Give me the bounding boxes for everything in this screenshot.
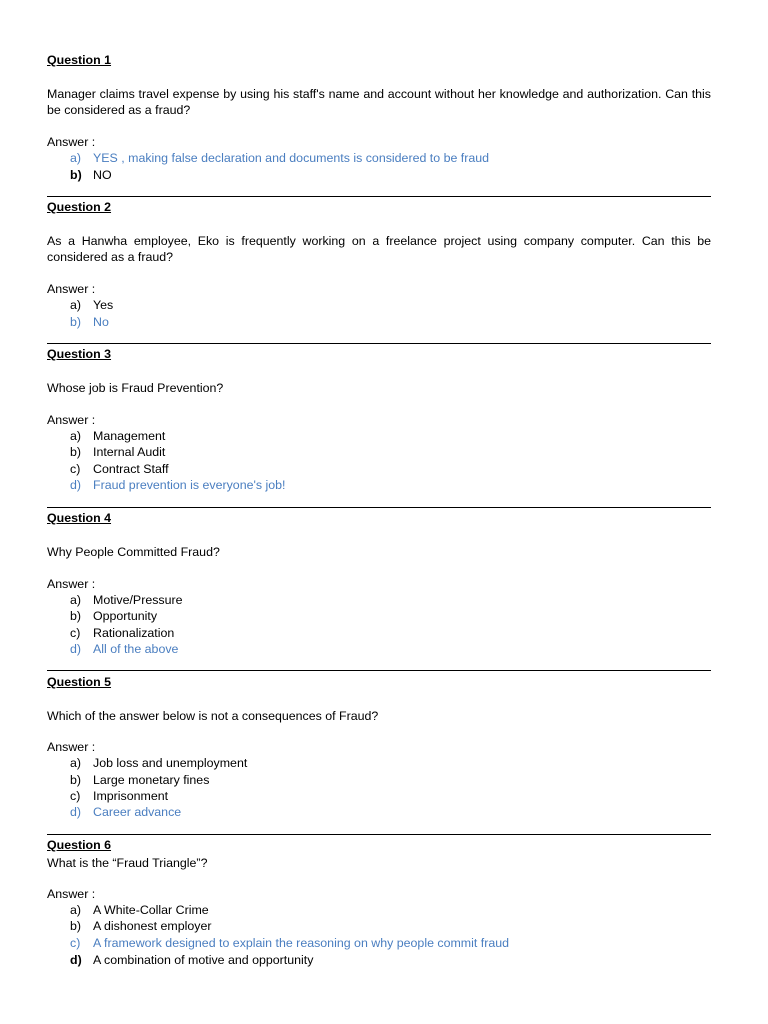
question-1-answer-label: Answer : [47,135,96,149]
option-text: Job loss and unemployment [93,756,248,770]
question-5-option-c [70,789,168,803]
option-letter: d) [70,953,82,967]
option-letter: a) [70,429,82,443]
question-2-text: As a Hanwha employee, Eko is frequently working on a freelance project using company computer. Can this be considered as a fraud? [47,234,711,264]
question-6-text: What is the “Fraud Triangle”? [47,856,208,870]
option-text: A White-Collar Crime [93,903,209,917]
question-2-option-a [70,298,113,312]
question-5-text: Which of the answer below is not a consequences of Fraud? [47,709,379,723]
question-5-option-b [70,773,209,787]
option-text: Motive/Pressure [93,593,183,607]
option-letter: b) [70,773,82,787]
question-4-option-d [70,642,178,656]
option-letter: d) [70,478,82,492]
option-letter: d) [70,805,82,819]
option-letter: a) [70,298,82,312]
option-letter: a) [70,593,82,607]
separator-line [47,196,711,197]
option-text: A combination of motive and opportunity [93,953,314,967]
option-letter: d) [70,642,82,656]
question-1-option-b [70,168,112,182]
question-5-option-d [70,805,181,819]
option-letter: a) [70,903,82,917]
option-letter: b) [70,445,82,459]
question-6-option-a [70,903,209,917]
question-6-title: Question 6 [47,838,112,852]
question-4-title: Question 4 [47,511,112,525]
question-3-option-d [70,478,285,492]
option-text: Career advance [93,805,182,819]
option-text: YES , making false declaration and documents is considered to be fraud [93,151,490,165]
question-3-option-a [70,429,165,443]
question-3-option-c [70,462,169,476]
option-text: Rationalization [93,626,175,640]
option-text: All of the above [93,642,179,656]
option-text: No [93,315,109,329]
question-6-answer-label: Answer : [47,887,96,901]
question-2-answer-label: Answer : [47,282,96,296]
option-text: Fraud prevention is everyone's job! [93,478,286,492]
question-1-title: Question 1 [47,53,112,67]
question-4-option-b [70,609,157,623]
option-text: Contract Staff [93,462,169,476]
question-3-title: Question 3 [47,347,112,361]
question-3-answer-label: Answer : [47,413,96,427]
question-5-title: Question 5 [47,675,112,689]
option-text: A dishonest employer [93,919,212,933]
option-letter: c) [70,936,81,950]
question-5-option-a [70,756,247,770]
option-text: Opportunity [93,609,158,623]
option-text: A framework designed to explain the reasoning on why people commit fraud [93,936,510,950]
separator-line [47,343,711,344]
option-text: Yes [93,298,114,312]
question-1-option-a [70,151,489,165]
question-2-option-b [70,315,109,329]
question-6-option-d [70,953,313,967]
option-letter: b) [70,168,82,182]
question-4-option-a [70,593,183,607]
question-4-text: Why People Committed Fraud? [47,545,220,559]
question-4-option-c [70,626,174,640]
option-text: NO [93,168,112,182]
question-3-option-b [70,445,165,459]
question-4-answer-label: Answer : [47,577,96,591]
separator-line [47,670,711,671]
option-letter: a) [70,756,82,770]
separator-line [47,507,711,508]
option-text: Management [93,429,166,443]
option-letter: b) [70,315,82,329]
question-2-title: Question 2 [47,200,112,214]
option-letter: c) [70,462,81,476]
question-1-text: Manager claims travel expense by using his staff's name and account without her knowledge and authorization. Can this be considered as a fraud? [47,87,711,117]
option-text: Internal Audit [93,445,166,459]
question-3-text: Whose job is Fraud Prevention? [47,381,224,395]
option-letter: b) [70,609,82,623]
option-letter: c) [70,626,81,640]
separator-line [47,834,711,835]
question-6-option-b [70,919,211,933]
question-6-option-c [70,936,509,950]
question-5-answer-label: Answer : [47,740,96,754]
option-text: Imprisonment [93,789,169,803]
option-letter: b) [70,919,82,933]
option-letter: a) [70,151,82,165]
option-text: Large monetary fines [93,773,210,787]
option-letter: c) [70,789,81,803]
